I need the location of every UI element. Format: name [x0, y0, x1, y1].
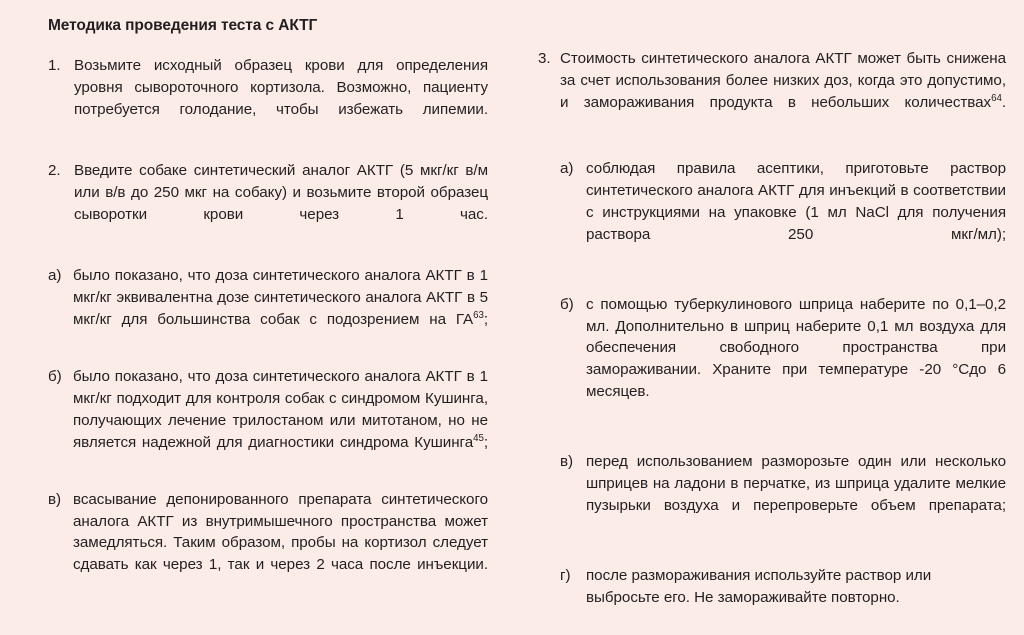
- footnote-ref-63: 63: [473, 309, 484, 321]
- sub-list-item-a-body: [73, 265, 488, 353]
- sub-list-marker-a: а): [48, 267, 62, 284]
- sub-list-marker-c: в): [48, 490, 62, 508]
- sub-list-item-b-body: [73, 366, 488, 476]
- sub-list-item-b: [48, 366, 488, 476]
- sub-list-item-rc: [560, 451, 1006, 539]
- sub-list-item-rc-text: перед использованием разморозьте один или несколько шприцев на ладони в перчатке, из шприца удалите мелкие пузырьки воздуха и перепроверьте объем препарата;: [586, 453, 1006, 515]
- sub-list-item-a-text: было показано, что доза синтетического аналога АКТГ в 1 мкг/кг эквивалентна дозе синтетического аналога АКТГ в 5 мкг/кг для большинства собак с подозрением на ГА: [73, 267, 488, 328]
- list-item-3-body: [560, 48, 1006, 136]
- list-item-3-text-tail: .: [1001, 93, 1006, 111]
- list-marker-1: 1.: [48, 57, 61, 75]
- sub-list-item-ra-text: соблюдая правила асептики, приготовьте раствор синтетического аналога АКТГ для инъекций в соответствии с инструкциями на упаковке (1 мл NaCl для получения раствора 250 мкг/мл);: [586, 159, 1006, 243]
- list-item-1-text: Возьмите исходный образец крови для определения уровня сывороточного кортизола. Возможно, пациенту потребуется голодание, чтобы избежать липемии.: [74, 57, 488, 119]
- list-marker-2: 2.: [48, 162, 61, 180]
- sub-list-right: [538, 158, 1006, 609]
- sub-list-item-ra: [560, 158, 1006, 268]
- sub-list-item-a-text-tail: ;: [483, 310, 488, 328]
- sub-list-marker-ra: а): [560, 159, 574, 177]
- sub-list-item-c: [48, 489, 488, 599]
- list-item-1: [48, 55, 488, 143]
- sub-list-item-a: [48, 265, 488, 353]
- sub-list-item-c-text: всасывание депонированного препарата синтетического аналога АКТГ из внутримышечного пространства может замедляться. Таким образом, пробы на кортизол следует сдавать как через 1, так и через 2 часа после инъекции.: [73, 490, 488, 574]
- list-item-3: [538, 48, 1006, 136]
- right-column: [512, 0, 1024, 635]
- sub-list-marker-rc: в): [560, 453, 574, 471]
- sub-list-item-rb: [560, 294, 1006, 426]
- list-marker-3: 3.: [538, 50, 551, 67]
- list-item-2-text: Введите собаке синтетический аналог АКТГ (5 мкг/кг в/м или в/в до 250 мкг на собаку) и возьмите второй образец сыворотки крови через 1 час.: [74, 162, 488, 224]
- left-column: [0, 0, 512, 598]
- sub-list-item-rd: [560, 565, 1006, 609]
- list-item-3-text: Стоимость синтетического аналога АКТГ может быть снижена за счет использования более низких доз, когда это допустимо, и замораживания продукта в небольших количествах: [560, 50, 1006, 111]
- sub-list-marker-b: б): [48, 367, 62, 385]
- sub-list-item-rd-text: после размораживания используйте раствор или выбросьте его. Не замораживайте повторно.: [586, 567, 932, 607]
- page-title: Методика проведения теста с АКТГ: [48, 17, 318, 34]
- sub-list-left: [48, 265, 488, 598]
- sub-list-marker-rb: б): [560, 295, 574, 313]
- list-item-2: [48, 160, 488, 248]
- sub-list-item-b-text-tail: ;: [483, 433, 488, 451]
- sub-list-item-rb-text: с помощью туберкулинового шприца наберите по 0,1–0,2 мл. Дополнительно в шприц наберите 0,1 мл воздуха для обеспечения свободного пространства при замораживании. Храните при температуре -20 °Сдо 6 месяцев.: [586, 295, 1006, 401]
- footnote-ref-45: 45: [473, 432, 484, 444]
- sub-list-item-b-text: было показано, что доза синтетического аналога АКТГ в 1 мкг/кг подходит для контроля собак с синдромом Кушинга, получающих лечение трилостаном или митотаном, но не является надежной для диагностики синдрома Кушинга: [73, 367, 488, 451]
- sub-list-marker-rd: г): [560, 567, 571, 585]
- footnote-ref-64: 64: [991, 92, 1002, 104]
